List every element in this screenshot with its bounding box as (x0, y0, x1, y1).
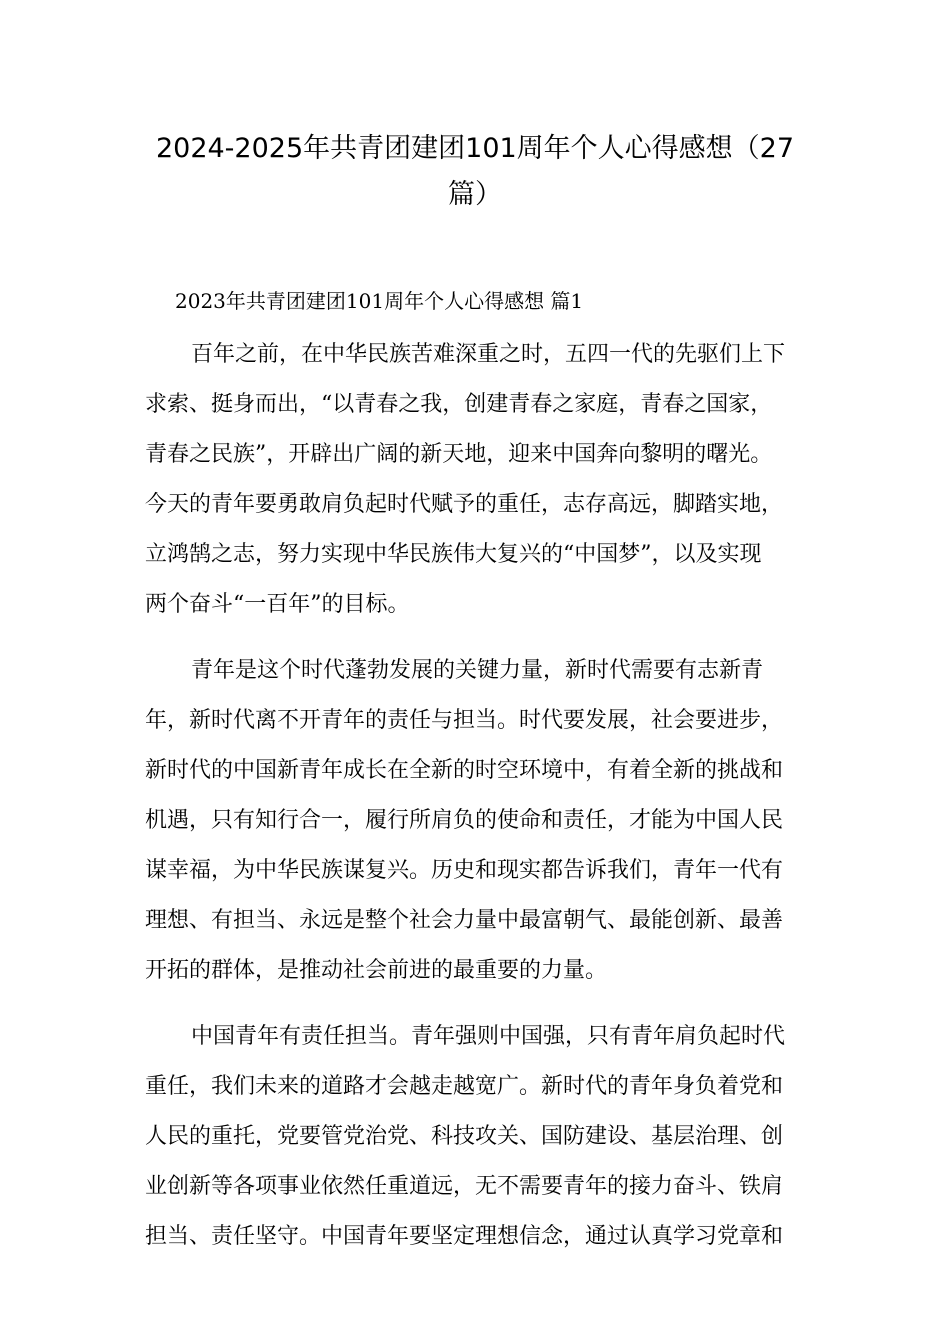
text-line: 谋幸福，为中华民族谋复兴。历史和现实都告诉我们，青年一代有 (145, 858, 784, 883)
title-line-1: 2024-2025年共青团建团101周年个人心得感想（27 (155, 133, 795, 164)
text-line: 中国青年有责任担当。青年强则中国强，只有青年肩负起时代 (191, 1024, 786, 1049)
text-line: 担当、责任坚守。中国青年要坚定理想信念，通过认真学习党章和 (145, 1224, 784, 1249)
document-body (145, 330, 810, 1278)
text-line: 理想、有担当、永远是整个社会力量中最富朝气、最能创新、最善 (145, 908, 784, 933)
text-line: 今天的青年要勇敢肩负起时代赋予的重任，志存高远，脚踏实地， (145, 492, 784, 517)
text-line: 百年之前，在中华民族苦难深重之时，五四一代的先驱们上下 (191, 342, 786, 367)
text-line: 年，新时代离不开青年的责任与担当。时代要发展，社会要进步， (145, 708, 784, 733)
text-line: 人民的重托，党要管党治党、科技攻关、国防建设、基层治理、创 (145, 1124, 784, 1149)
paragraph-1 (145, 330, 810, 630)
text-line: 开拓的群体，是推动社会前进的最重要的力量。 (145, 958, 608, 983)
paragraph-2 (145, 646, 810, 996)
section-heading: 2023年共青团建团101周年个人心得感想 篇1 (175, 289, 584, 313)
text-line: 机遇，只有知行合一，履行所肩负的使命和责任，才能为中国人民 (145, 808, 784, 833)
text-line: 新时代的中国新青年成长在全新的时空环境中，有着全新的挑战和 (145, 758, 784, 783)
text-line: 重任，我们未来的道路才会越走越宽广。新时代的青年身负着党和 (145, 1074, 784, 1099)
text-line: 立鸿鹄之志，努力实现中华民族伟大复兴的“中国梦”，以及实现 (145, 542, 762, 567)
text-line: 求索、挺身而出，“以青春之我，创建青春之家庭，青春之国家， (145, 392, 773, 417)
text-line: 业创新等各项事业依然任重道远，无不需要青年的接力奋斗、铁肩 (145, 1174, 784, 1199)
text-line: 青年是这个时代蓬勃发展的关键力量，新时代需要有志新青 (191, 658, 764, 683)
text-line: 两个奋斗“一百年”的目标。 (145, 592, 410, 617)
paragraph-3 (145, 1012, 810, 1262)
title-line-2: 篇） (448, 179, 502, 210)
text-line: 青春之民族”，开辟出广阔的新天地，迎来中国奔向黎明的曙光。 (145, 442, 773, 467)
document-title (150, 126, 800, 218)
